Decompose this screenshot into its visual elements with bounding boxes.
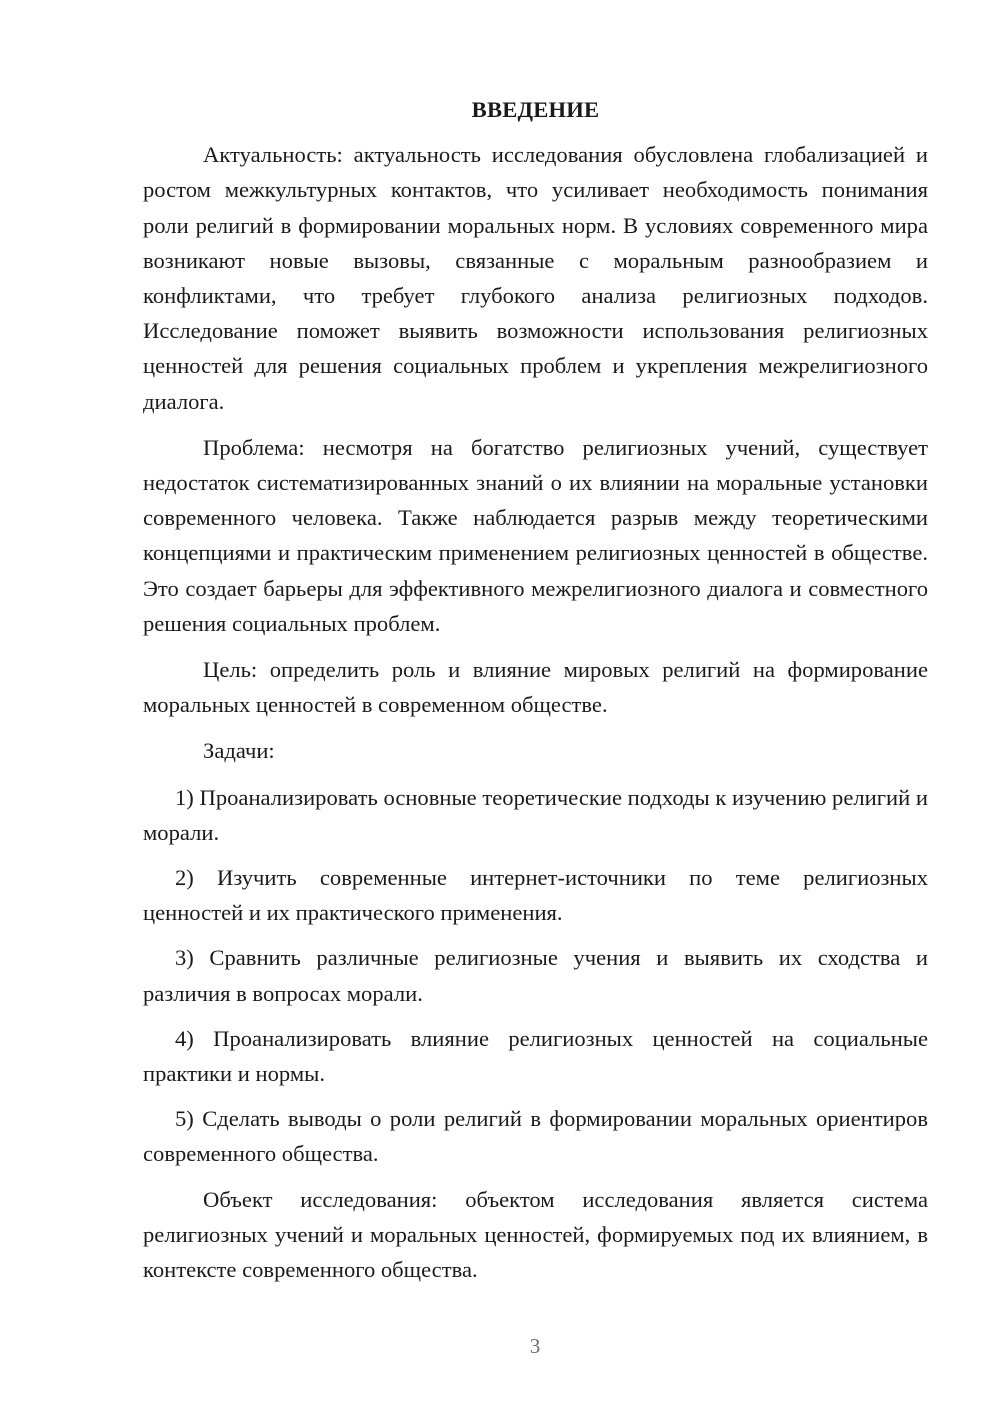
section-title: ВВЕДЕНИЕ [471, 97, 600, 122]
object-paragraph: Объект исследования: объектом исследования является система религиозных учений и моральных ценностей, формируемых под их влиянием, в контексте современного общества. [143, 1186, 928, 1283]
tasks-label: Задачи: [203, 738, 275, 764]
task-item: 2) Изучить современные интернет-источники по теме религиозных ценностей и их практического применения. [143, 865, 928, 926]
page-number: 3 [529, 1334, 541, 1358]
task-item: 4) Проанализировать влияние религиозных ценностей на социальные практики и нормы. [143, 1025, 928, 1087]
task-item: 5) Сделать выводы о роли религий в формировании моральных ориентиров современного общества. [143, 1106, 928, 1167]
goal-paragraph: Цель: определить роль и влияние мировых религий на формирование моральных ценностей в современном обществе. [143, 657, 928, 718]
task-item: 1) Проанализировать основные теоретические подходы к изучению религий и морали. [143, 784, 928, 845]
relevance-paragraph: Актуальность: актуальность исследования обусловлена глобализацией и ростом межкультурных контактов, что усиливает необходимость понимания роли религий в формировании моральных норм. В условиях современного мира возникают новые вызовы, связанные с моральным разнообразием и конфликтами, что требует глубокого анализа религиозных подходов. Исследование поможет выявить возможности использования религиозных ценностей для решения социальных проблем и укрепления межрелигиозного диалога. [143, 142, 928, 414]
page-content [143, 92, 928, 1298]
problem-paragraph: Проблема: несмотря на богатство религиозных учений, существует недостаток систематизированных знаний о их влиянии на моральные установки современного человека. Также наблюдается разрыв между теоретическими концепциями и практическим применением религиозных ценностей в обществе. Это создает барьеры для эффективного межрелигиозного диалога и совместного решения социальных проблем. [143, 434, 928, 636]
task-item: 3) Сравнить различные религиозные учения и выявить их сходства и различия в вопросах морали. [143, 945, 928, 1006]
